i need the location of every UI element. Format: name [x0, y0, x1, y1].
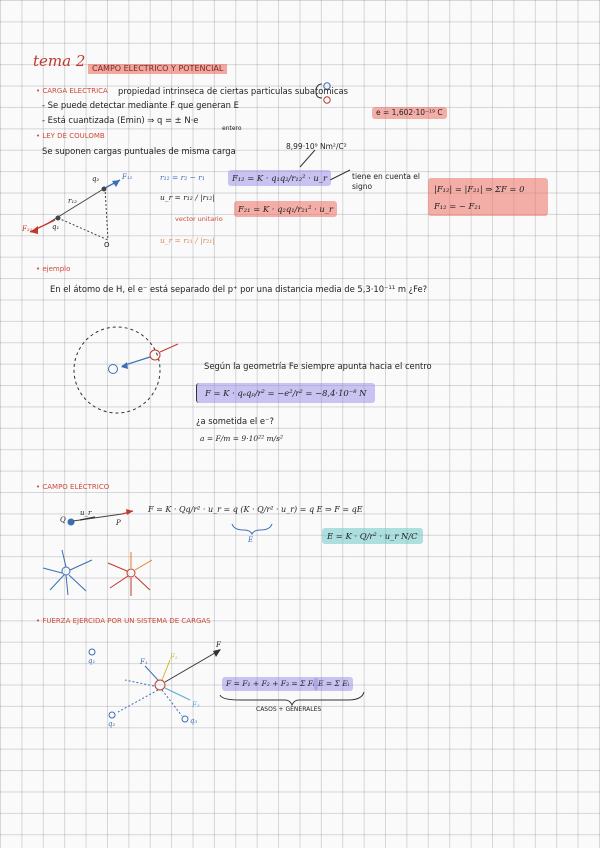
example-heading: • ejemplo [36, 265, 71, 273]
third-law-2: F₁₂ = − F₂₁ [434, 201, 482, 211]
label-origin: O [104, 241, 110, 249]
hydrogen-atom-diagram [74, 327, 178, 413]
coulomb-force-formula-2: F₂₁ = K · q₂q₁/r₂₁² · u_r [234, 201, 337, 217]
campo-e-formula: E = K · Q/r² · u_r N/C [322, 528, 423, 544]
sum-field: E = Σ Eᵢ [314, 677, 353, 691]
tema-title: tema 2 [33, 52, 86, 70]
carga-detect-line: - Se puede detectar mediante F que generan E [42, 100, 239, 110]
sign-note: tiene en cuenta el signo [352, 172, 421, 191]
sistema-heading: • FUERZA EJERCIDA POR UN SISTEMA DE CARGAS [36, 617, 211, 625]
label-sf3: F₃ [192, 701, 200, 709]
unit-vector: u_r = r₁₂ / |r₁₂| [160, 193, 215, 202]
accel-result: a = F/m = 9·10²² m/s² [200, 434, 284, 443]
unit-vector-note: vector unitario [175, 215, 223, 223]
label-sq2: q₂ [108, 720, 116, 728]
label-sq1: q₁ [88, 657, 96, 665]
carga-quantized-line: - Está cuantizada (Emin) ⇒ q = ± N·e [42, 115, 199, 125]
coulomb-heading: • LEY DE COULOMB [36, 132, 105, 140]
carga-definition: propiedad intrinseca de ciertas particulas subatomicas [118, 86, 348, 96]
label-sf1: F₁ [140, 658, 148, 666]
accel-question: ¿a sometida el e⁻? [196, 416, 274, 426]
label-r12: r₁₂ [68, 197, 77, 205]
campo-heading: • CAMPO ELÉCTRICO [36, 483, 110, 491]
sistema-caption: CASOS + GENERALES [256, 706, 322, 713]
campo-formula: F = K · Qq/r² · u_r = q (K · Q/r² · u_r) = q E ⇒ F = qE [148, 505, 363, 514]
electron-charge: e = 1,602·10⁻¹⁹ C [372, 107, 447, 119]
label-P: P [116, 519, 121, 527]
sum-force: F = F₁ + F₂ + F₃ = Σ Fᵢ [222, 677, 318, 691]
vector-r12: r₁₂ = r₂ − r₁ [160, 173, 205, 182]
subject-title: CAMPO ELECTRICO Y POTENCIAL [88, 64, 227, 74]
example-question: En el átomo de H, el e⁻ está separado del p⁺ por una distancia media de 5,3·10⁻¹¹ m ¿Fe? [50, 284, 428, 294]
label-sf: F [216, 641, 221, 649]
label-Q: Q [60, 516, 66, 524]
label-q1: q₁ [52, 223, 60, 231]
k-value: 8,99·10⁹ Nm²/C² [286, 142, 347, 151]
unit-vector-2: u_r = r₂₁ / |r₂₁| [160, 236, 215, 245]
coulomb-diagram [30, 180, 120, 240]
label-f21: F₂₁ [22, 225, 33, 233]
quantized-note: entero [222, 125, 242, 132]
carga-heading: • CARGA ELECTRICA [36, 87, 108, 95]
label-f12: F₁₂ [122, 173, 133, 181]
force-result: F = K · qₑqₚ/r² = −e²/r² = −8,4·10⁻⁸ N [196, 383, 375, 403]
label-q2: q₂ [92, 175, 100, 183]
coulomb-assumption: Se suponen cargas puntuales de misma carga [42, 146, 236, 156]
coulomb-force-formula: F₁₂ = K · q₁q₂/r₁₂² · u_r [228, 170, 331, 186]
campo-e-label: E [248, 536, 254, 544]
geometry-note: Según la geometría Fe siempre apunta hacia el centro [204, 361, 432, 371]
label-sq3: q₃ [190, 717, 198, 725]
third-law: |F₁₂| = |F₂₁| ⇒ ΣF = 0 [434, 184, 525, 194]
label-ur: u_r [80, 509, 92, 517]
label-sf2: F₂ [170, 653, 178, 661]
